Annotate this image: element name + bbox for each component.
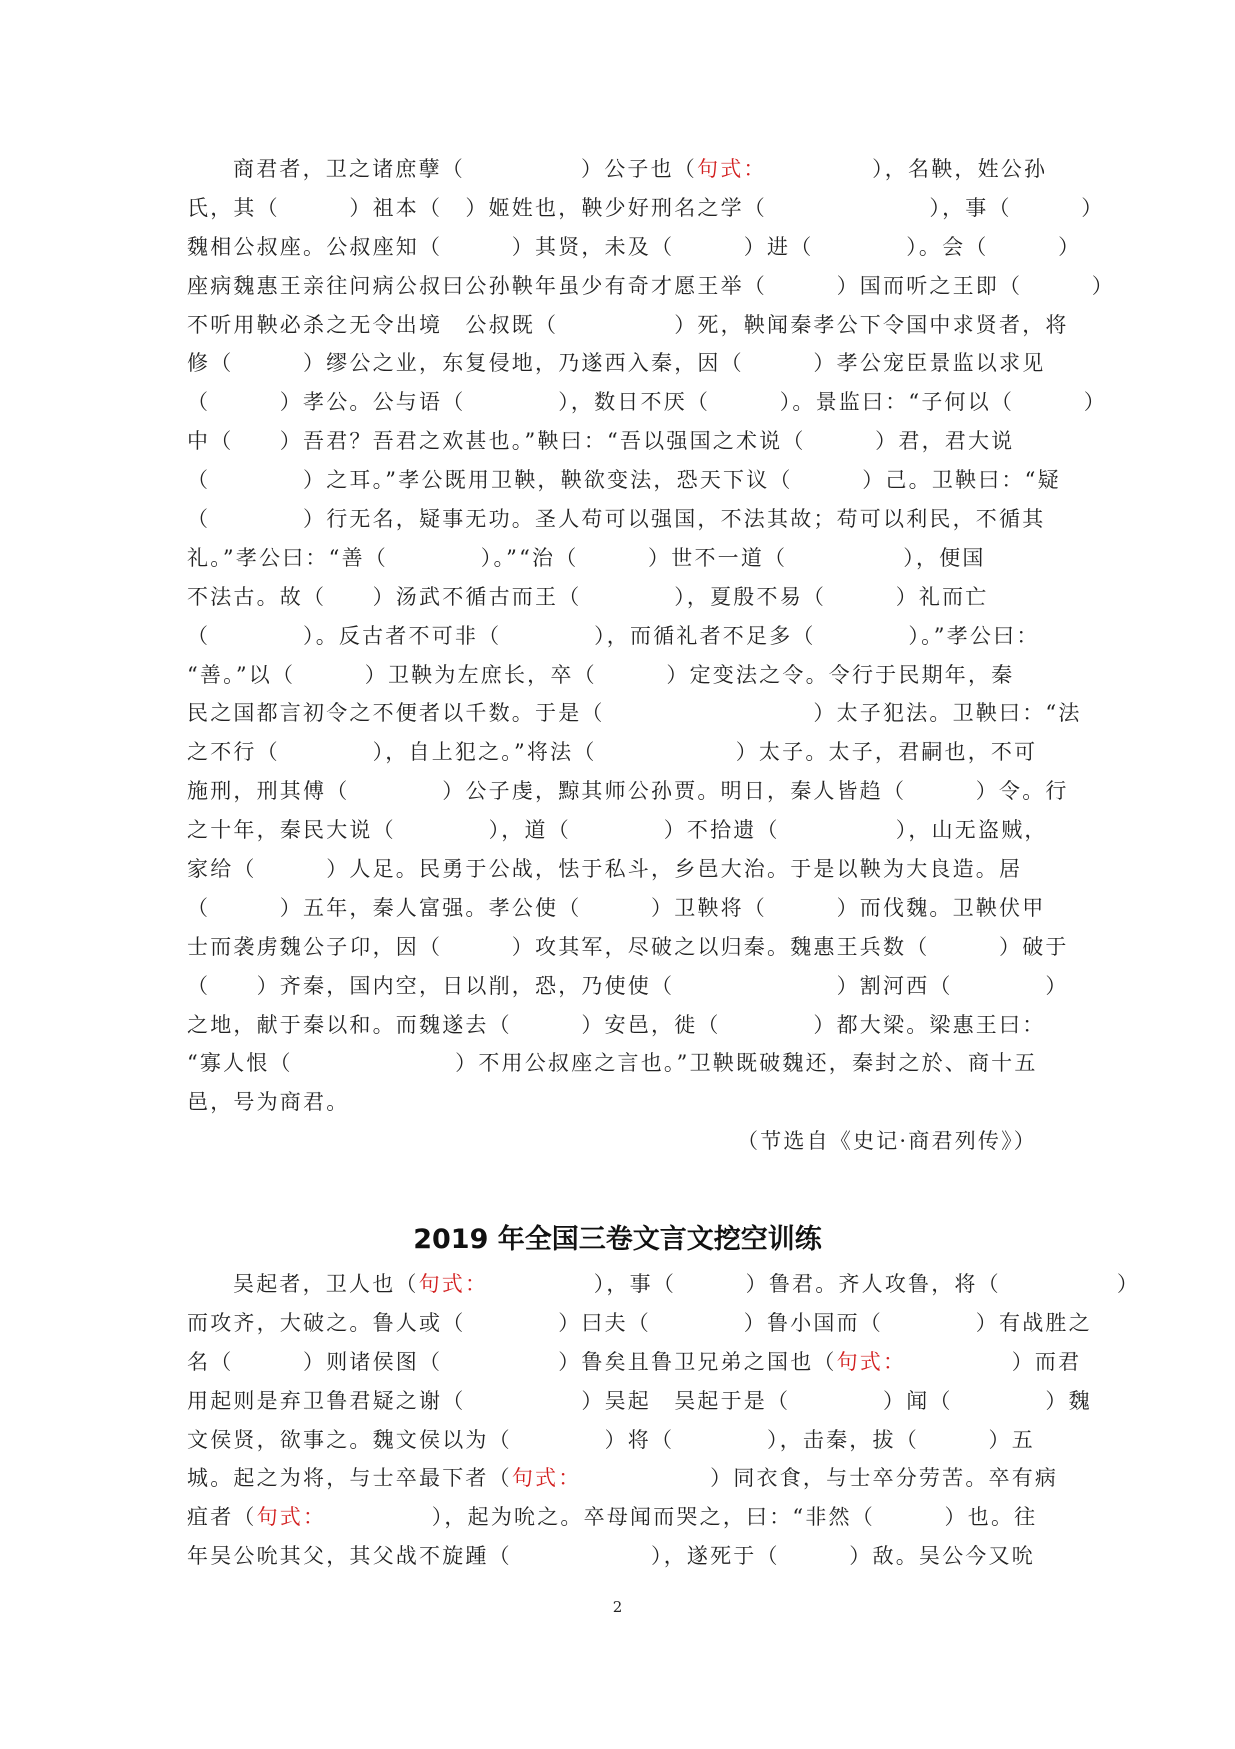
passage-line: “善。”以（ ）卫鞅为左庶长，卒（ ）定变法之令。令行于民期年，秦: [187, 662, 1015, 687]
passage-source: （节选自《史记·商君列传》）: [737, 1129, 1037, 1154]
passage-line: 之十年，秦民大说（ ），道（ ）不拾遗（ ），山无盗贼，: [187, 818, 1048, 843]
passage-line: （ ）行无名，疑事无功。圣人苟可以强国，不法其故；苟可以利民，不循其: [187, 507, 1046, 532]
passage-line: 礼。”孝公曰：“善（ ）。”“治（ ）世不一道（ ），便国: [187, 545, 986, 570]
passage-line-underlined: 名（ ）则诸侯图（ ）鲁矣且鲁卫兄弟之国也（句式： ）而君: [187, 1349, 1082, 1374]
annotation-label: 句式：: [418, 1272, 478, 1296]
passage-wuqi: [187, 1265, 1141, 1576]
passage-line: 之地，献于秦以和。而魏遂去（ ）安邑，徙（ ）都大梁。梁惠王曰：: [187, 1012, 1046, 1037]
passage-line: 年吴公吮其父，其父战不旋踵（ ），遂死于（ ）敌。吴公今又吮: [187, 1544, 1035, 1569]
passage-line: 家给（ ）人足。民勇于公战，怯于私斗，乡邑大治。于是以鞅为大良造。居: [187, 857, 1023, 882]
passage-line: 不听用鞅必杀之无令出境 公叔既（ ）死，鞅闻秦孝公下令国中求贤者，将: [187, 312, 1069, 337]
passage-line: 吴起者，卫人也（句式： ），事（ ）鲁君。齐人攻鲁，将（ ）: [233, 1272, 1141, 1296]
page-number: 2: [612, 1598, 623, 1616]
passage-line: 士而袭虏魏公子卬，因（ ）攻其军，尽破之以归秦。魏惠王兵数（ ）破于: [187, 934, 1069, 959]
passage-line: （ ）五年，秦人富强。孝公使（ ）卫鞅将（ ）而伐魏。卫鞅伏甲: [187, 895, 1046, 920]
passage-line: 文侯贤，欲事之。魏文侯以为（ ）将（ ），击秦，拔（ ）五: [187, 1427, 1035, 1452]
passage-line: 邑，号为商君。: [187, 1090, 350, 1115]
passage-line: （ ）。反古者不可非（ ），而循礼者不足多（ ）。”孝公曰：: [187, 623, 1040, 648]
passage-line: 中（ ）吾君？吾君之欢甚也。”鞅曰：“吾以强国之术说（ ）君，君大说: [187, 429, 1015, 454]
passage-line: 民之国都言初令之不便者以千数。于是（ ）太子犯法。卫鞅曰：“法: [187, 701, 1082, 726]
annotation-label: 句式：: [836, 1349, 896, 1374]
passage-line: 氏，其（ ）祖本（ ）姬姓也，鞅少好刑名之学（ ），事（ ）: [187, 195, 1105, 220]
section-title: 2019 年全国三卷文言文挖空训练: [413, 1224, 822, 1255]
passage-shangjun: [187, 150, 1115, 1161]
passage-line: “寡人恨（ ）不用公叔座之言也。”卫鞅既破魏还，秦封之於、商十五: [187, 1051, 1038, 1076]
passage-line: 魏相公叔座。公叔座知（ ）其贤，未及（ ）进（ ）。会（ ）: [187, 234, 1082, 259]
passage-line-underlined: 座病魏惠王亲往问病公叔曰公孙鞅年虽少有奇才愿王举（ ）国而听之王即（ ）: [187, 273, 1115, 298]
passage-line: 商君者，卫之诸庶孽（ ）公子也（句式： ），名鞅，姓公孙: [233, 157, 1048, 181]
passage-line: 疽者（句式： ），起为吮之。卒母闻而哭之，曰：“非然（ ）也。往: [187, 1505, 1038, 1530]
passage-line: 修（ ）缪公之业，东复侵地，乃遂西入秦，因（ ）孝公宠臣景监以求见: [187, 351, 1046, 376]
passage-line: （ ）之耳。”孝公既用卫鞅，鞅欲变法，恐天下议（ ）己。卫鞅曰：“疑: [187, 468, 1061, 493]
annotation-label: 句式：: [256, 1505, 316, 1530]
passage-line: 施刑，刑其傅（ ）公子虔，黥其师公孙贾。明日，秦人皆趋（ ）令。行: [187, 779, 1069, 804]
annotation-label: 句式：: [511, 1466, 571, 1491]
passage-line: 城。起之为将，与士卒最下者（句式： ）同衣食，与士卒分劳苦。卒有病: [187, 1466, 1059, 1491]
passage-line: 用起则是弃卫鲁君疑之谢（ ）吴起 吴起于是（ ）闻（ ）魏: [187, 1388, 1092, 1413]
passage-line-underlined: 而攻齐，大破之。鲁人或（ ）曰夫（ ）鲁小国而（ ）有战胜之: [187, 1310, 1092, 1335]
annotation-label: 句式：: [697, 157, 757, 181]
passage-line: 不法古。故（ ）汤武不循古而王（ ），夏殷不易（ ）礼而亡: [187, 584, 989, 609]
passage-line: （ ）孝公。公与语（ ），数日不厌（ ）。景监曰：“子何以（ ）: [187, 390, 1107, 415]
passage-line: 之不行（ ），自上犯之。”将法（ ）太子。太子，君嗣也，不可: [187, 740, 1038, 765]
passage-line: （ ）齐秦，国内空，日以削，恐，乃使使（ ）割河西（ ）: [187, 973, 1069, 998]
